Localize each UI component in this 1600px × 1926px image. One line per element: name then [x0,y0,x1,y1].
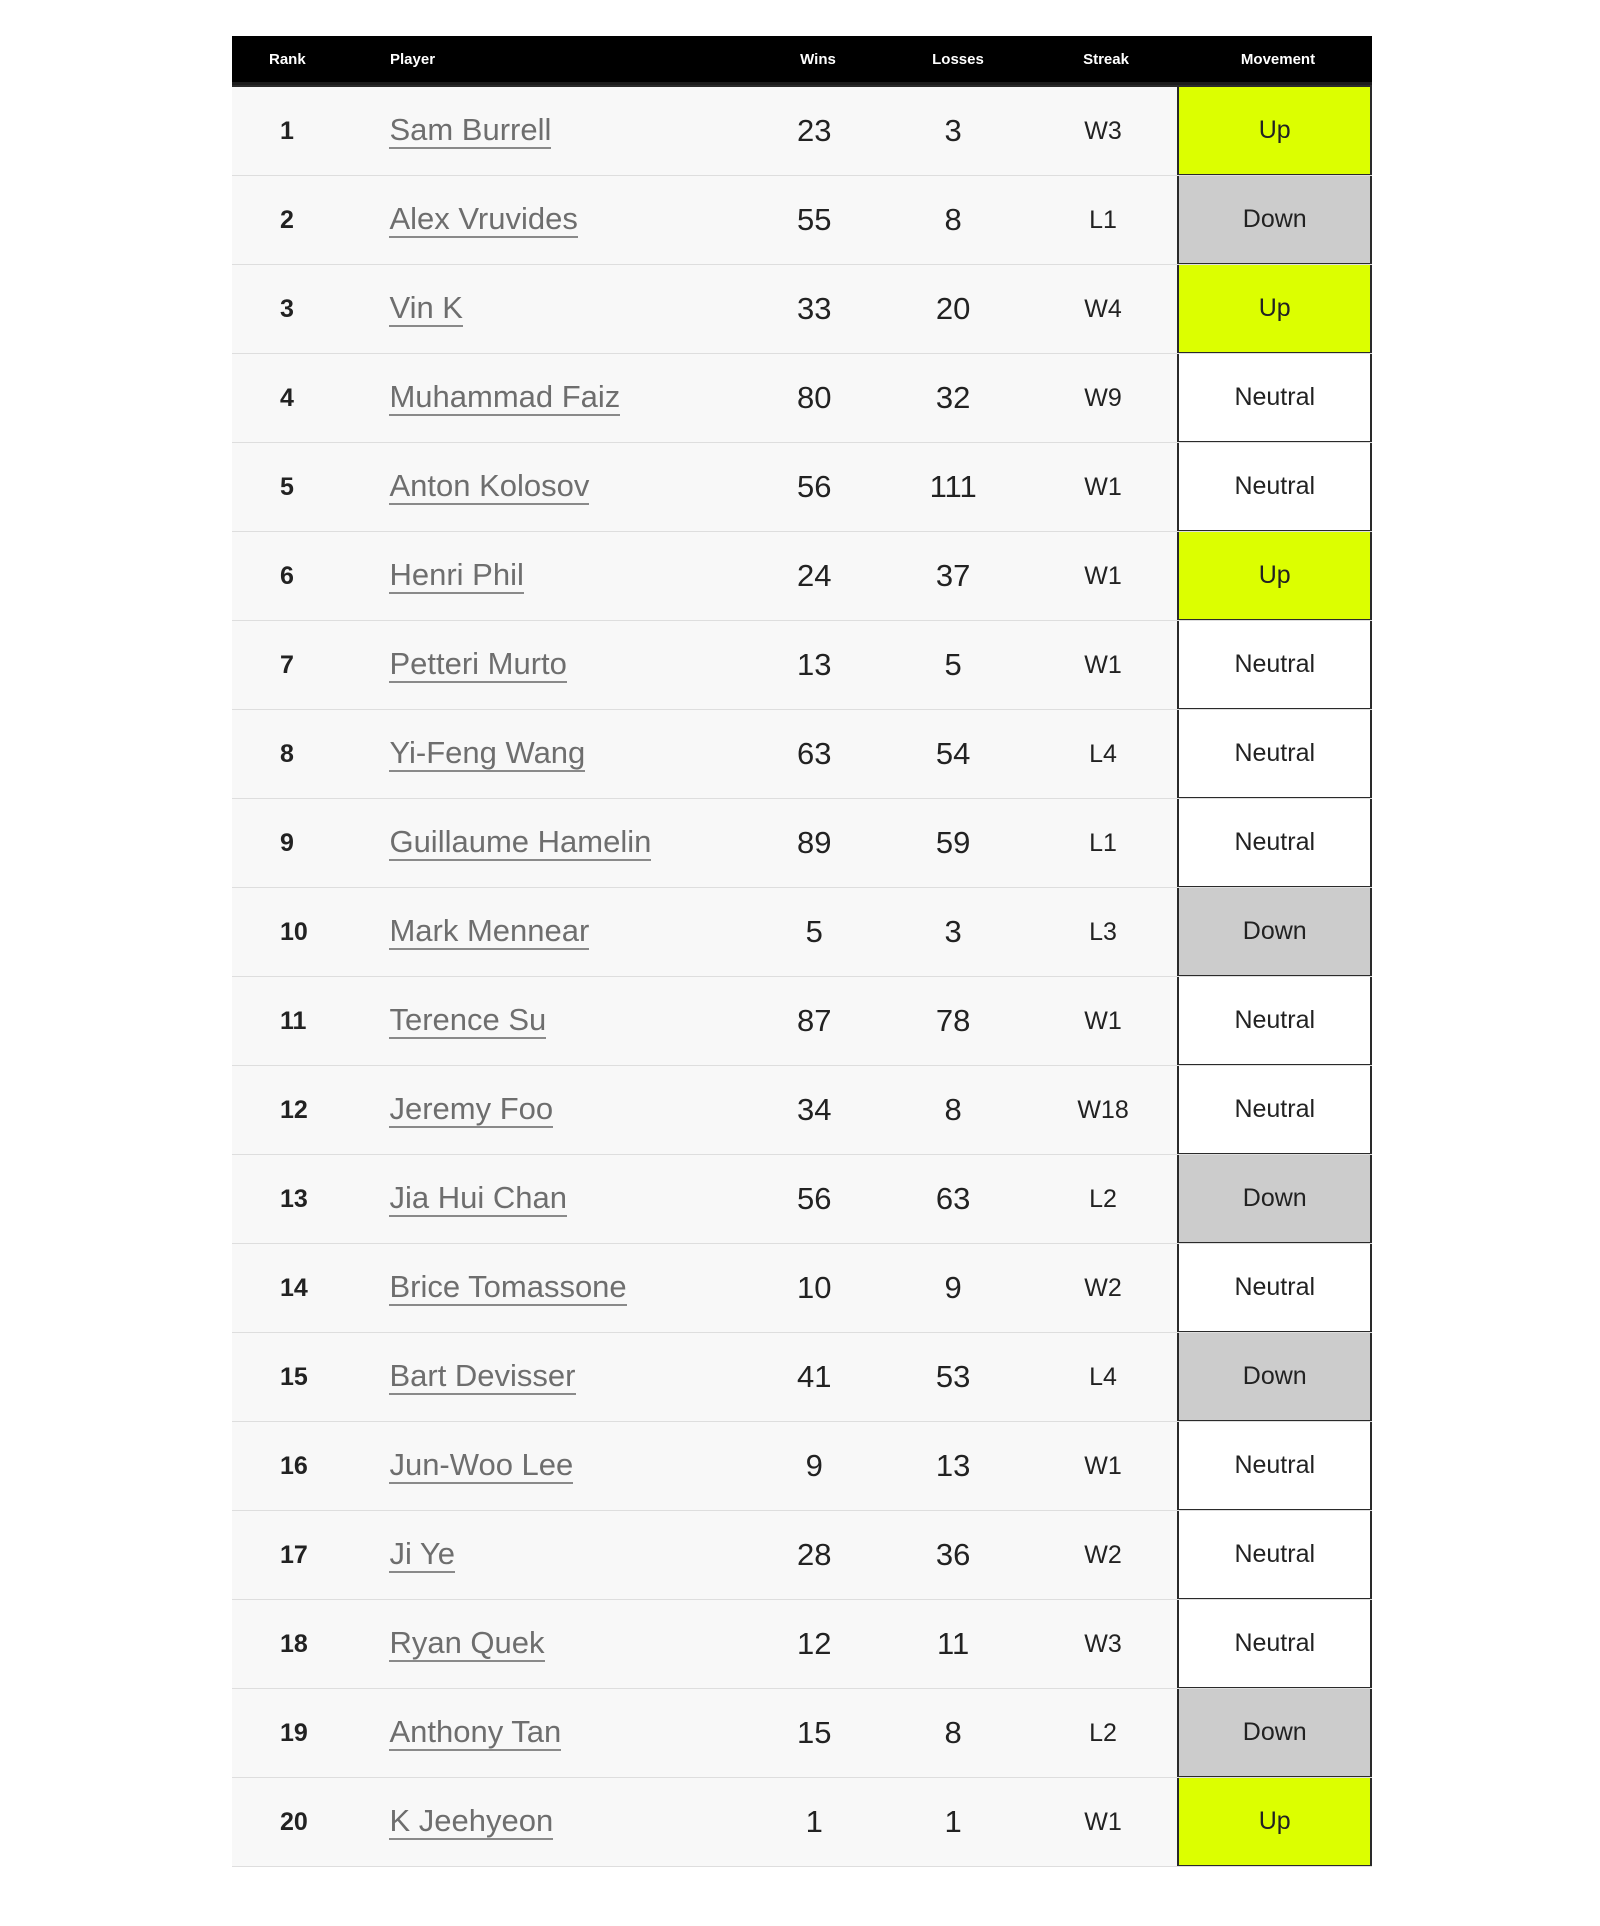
player-link[interactable]: Vin K [389,290,463,325]
header-streak[interactable]: Streak [1083,50,1129,68]
rank-cell: 14 [280,1273,308,1302]
player-cell [351,621,744,709]
losses-cell: 3 [944,914,962,949]
wins-cell: 56 [796,469,832,504]
table-row [232,1333,1372,1422]
streak-cell: W3 [1084,116,1122,145]
streak-cell: L4 [1089,739,1117,768]
player-link[interactable]: Guillaume Hamelin [389,824,652,859]
table-row [232,354,1372,443]
streak-cell: L4 [1089,1362,1117,1391]
wins-cell: 34 [796,1092,832,1127]
player-link[interactable]: Bart Devisser [389,1358,576,1393]
wins-cell: 89 [796,825,832,860]
player-link[interactable]: Jun-Woo Lee [389,1447,574,1482]
rank-cell: 19 [280,1718,308,1747]
player-cell [351,710,744,798]
player-cell [351,443,744,531]
rank-cell: 12 [280,1095,308,1124]
losses-cell: 9 [944,1270,962,1305]
rank-cell: 16 [280,1451,308,1480]
table-row [232,977,1372,1066]
rank-cell: 11 [280,1006,307,1035]
losses-cell: 8 [944,1092,962,1127]
rank-cell: 5 [280,472,294,501]
player-cell [351,1155,744,1243]
player-cell [351,888,744,976]
movement-badge: Up [1177,1778,1372,1866]
player-cell [351,1244,744,1332]
table-row [232,621,1372,710]
player-cell [351,1511,744,1599]
losses-cell: 53 [935,1359,971,1394]
wins-cell: 23 [796,113,832,148]
table-body [232,85,1372,1867]
losses-cell: 54 [935,736,971,771]
table-row [232,888,1372,977]
table-row [232,87,1372,176]
player-cell [351,1422,744,1510]
streak-cell: W2 [1084,1273,1122,1302]
player-cell [351,354,744,442]
table-row [232,1689,1372,1778]
streak-cell: W18 [1077,1095,1129,1124]
rank-cell: 2 [280,205,294,234]
movement-badge: Down [1177,888,1372,976]
streak-cell: W1 [1084,561,1122,590]
losses-cell: 8 [944,202,962,237]
rank-cell: 7 [280,650,294,679]
wins-cell: 13 [796,647,832,682]
movement-badge: Neutral [1177,710,1372,798]
movement-badge: Neutral [1177,443,1372,531]
player-link[interactable]: Alex Vruvides [389,201,578,236]
header-rank[interactable]: Rank [269,50,306,68]
wins-cell: 80 [796,380,832,415]
table-header [232,36,1372,85]
table-row [232,1778,1372,1867]
streak-cell: L2 [1089,1184,1117,1213]
player-cell [351,176,744,264]
losses-cell: 59 [935,825,971,860]
player-cell [351,1333,744,1421]
player-cell [351,532,744,620]
losses-cell: 20 [935,291,971,326]
streak-cell: L3 [1089,917,1117,946]
rank-cell: 13 [280,1184,308,1213]
losses-cell: 11 [937,1626,970,1661]
losses-cell: 78 [935,1003,971,1038]
player-link[interactable]: Ryan Quek [389,1625,545,1660]
table-row [232,1155,1372,1244]
player-cell [351,799,744,887]
losses-cell: 63 [935,1181,971,1216]
player-cell [351,977,744,1065]
streak-cell: W3 [1084,1629,1122,1658]
header-movement[interactable]: Movement [1240,50,1316,68]
wins-cell: 56 [796,1181,832,1216]
losses-cell: 13 [935,1448,971,1483]
movement-badge: Neutral [1177,621,1372,709]
player-cell [351,1066,744,1154]
losses-cell: 37 [935,558,971,593]
rank-cell: 18 [280,1629,308,1658]
table-row [232,176,1372,265]
movement-badge: Down [1177,1155,1372,1243]
player-cell [351,265,744,353]
movement-badge: Neutral [1177,799,1372,887]
streak-cell: L1 [1089,205,1117,234]
rank-cell: 20 [280,1807,308,1836]
table-row [232,710,1372,799]
streak-cell: W2 [1084,1540,1122,1569]
player-link[interactable]: Sam Burrell [389,112,552,147]
player-link[interactable]: Muhammad Faiz [389,379,621,414]
rank-cell: 10 [280,917,308,946]
movement-badge: Neutral [1177,977,1372,1065]
movement-badge: Neutral [1177,1244,1372,1332]
streak-cell: W1 [1084,1451,1122,1480]
player-link[interactable]: K Jeehyeon [389,1803,554,1838]
movement-badge: Down [1177,1333,1372,1421]
losses-cell: 1 [944,1804,962,1839]
leaderboard-table [232,36,1372,1867]
movement-badge: Up [1177,87,1372,175]
player-cell [351,1778,744,1866]
wins-cell: 9 [805,1448,823,1483]
rank-cell: 8 [280,739,294,768]
streak-cell: W9 [1084,383,1122,412]
movement-badge: Neutral [1177,354,1372,442]
wins-cell: 12 [796,1626,832,1661]
table-row [232,1066,1372,1155]
wins-cell: 28 [796,1537,832,1572]
player-cell [351,1600,744,1688]
table-row [232,265,1372,354]
wins-cell: 5 [805,914,823,949]
player-link[interactable]: Henri Phil [389,557,524,592]
losses-cell: 3 [944,113,962,148]
table-row [232,532,1372,621]
wins-cell: 87 [796,1003,832,1038]
rank-cell: 17 [280,1540,308,1569]
player-link[interactable]: Ji Ye [389,1536,455,1571]
streak-cell: W1 [1084,1006,1122,1035]
header-wins[interactable]: Wins [800,50,836,68]
wins-cell: 41 [796,1359,832,1394]
table-row [232,443,1372,532]
player-link[interactable]: Jeremy Foo [389,1091,554,1126]
streak-cell: W4 [1084,294,1122,323]
rank-cell: 1 [280,116,294,145]
player-link[interactable]: Petteri Murto [389,646,567,681]
header-losses[interactable]: Losses [932,50,984,68]
header-player[interactable]: Player [390,50,436,68]
table-row [232,1511,1372,1600]
wins-cell: 33 [796,291,832,326]
player-link[interactable]: Terence Su [389,1002,547,1037]
player-cell [351,1689,744,1777]
streak-cell: W1 [1084,1807,1122,1836]
player-link[interactable]: Mark Mennear [389,913,590,948]
movement-badge: Neutral [1177,1511,1372,1599]
rank-cell: 4 [280,383,294,412]
table-row [232,1600,1372,1689]
table-row [232,799,1372,888]
movement-badge: Up [1177,265,1372,353]
player-link[interactable]: Jia Hui Chan [389,1180,567,1215]
streak-cell: L1 [1089,828,1117,857]
wins-cell: 15 [796,1715,832,1750]
wins-cell: 24 [796,558,832,593]
streak-cell: W1 [1084,650,1122,679]
movement-badge: Down [1177,176,1372,264]
wins-cell: 10 [796,1270,832,1305]
rank-cell: 15 [280,1362,308,1391]
table-row [232,1244,1372,1333]
losses-cell: 32 [935,380,971,415]
wins-cell: 55 [796,202,832,237]
rank-cell: 9 [280,828,294,857]
wins-cell: 1 [805,1804,823,1839]
player-link[interactable]: Anthony Tan [389,1714,562,1749]
streak-cell: L2 [1089,1718,1117,1747]
streak-cell: W1 [1084,472,1122,501]
movement-badge: Up [1177,532,1372,620]
losses-cell: 8 [944,1715,962,1750]
movement-badge: Neutral [1177,1600,1372,1688]
table-row [232,1422,1372,1511]
movement-badge: Neutral [1177,1422,1372,1510]
wins-cell: 63 [796,736,832,771]
rank-cell: 3 [280,294,294,323]
player-link[interactable]: Yi-Feng Wang [389,735,586,770]
losses-cell: 5 [944,647,962,682]
rank-cell: 6 [280,561,294,590]
player-link[interactable]: Anton Kolosov [389,468,590,503]
player-cell [351,87,744,175]
losses-cell: 111 [929,469,977,504]
movement-badge: Neutral [1177,1066,1372,1154]
losses-cell: 36 [935,1537,971,1572]
movement-badge: Down [1177,1689,1372,1777]
player-link[interactable]: Brice Tomassone [389,1269,627,1304]
